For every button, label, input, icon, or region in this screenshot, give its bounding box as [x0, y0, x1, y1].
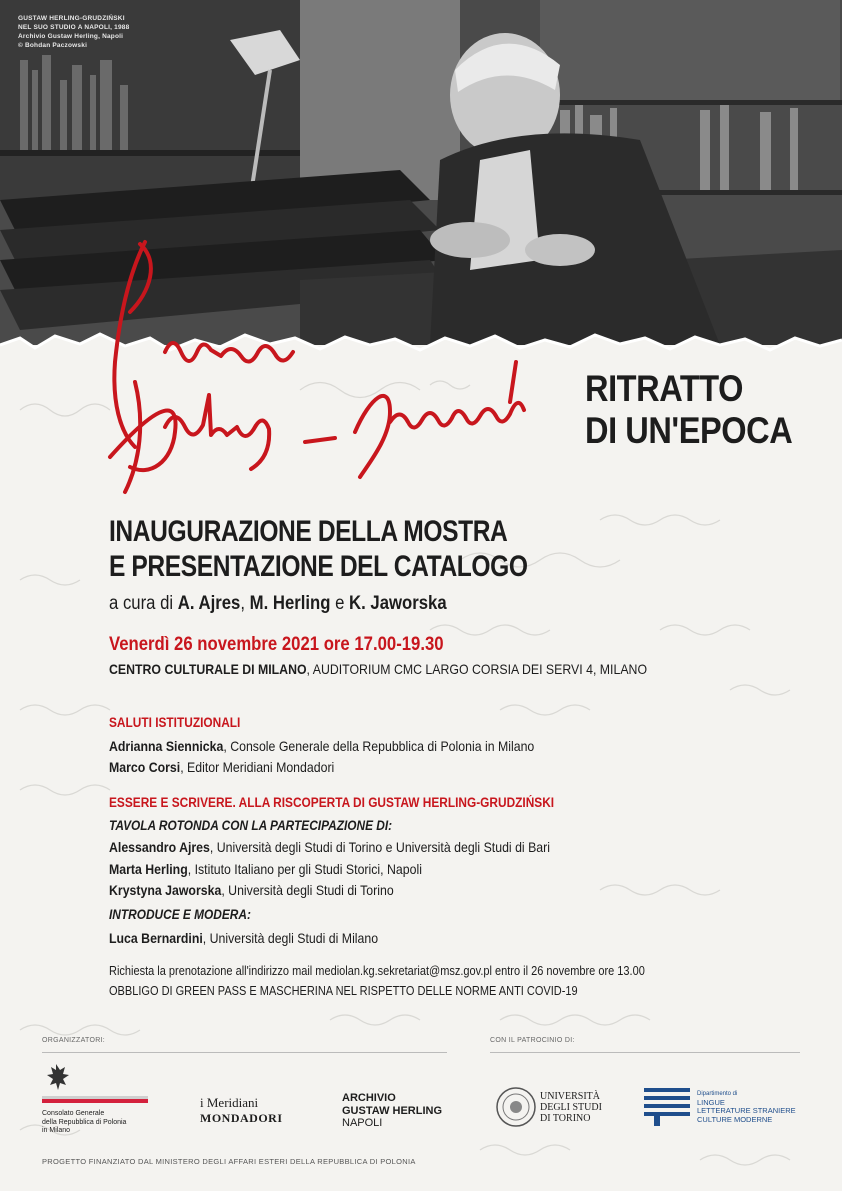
- logo-line: CULTURE MODERNE: [697, 1114, 773, 1124]
- logo-line: DI TORINO: [540, 1113, 591, 1124]
- credit-line: NEL SUO STUDIO A NAPOLI, 1988: [18, 24, 130, 31]
- logo-line: MONDADORI: [200, 1111, 283, 1125]
- unito-seal-icon: [495, 1086, 537, 1128]
- logo-line: NAPOLI: [342, 1117, 383, 1129]
- credit-line: Archivio Gustaw Herling, Napoli: [18, 33, 124, 40]
- logo-line: LETTERATURE STRANIERE: [697, 1106, 796, 1115]
- logo-line: LINGUE: [697, 1097, 725, 1107]
- tavola-subtitle: TAVOLA ROTONDA CON LA PARTECIPAZIONE DI:: [109, 818, 393, 833]
- title-line: RITRATTO: [585, 368, 744, 409]
- curator-name: M. Herling: [249, 593, 331, 614]
- logo-line: Dipartimento di: [697, 1091, 738, 1097]
- moderator-label: INTRODUCE E MODERA:: [109, 907, 251, 922]
- speaker-line: [109, 861, 422, 877]
- credit-line: GUSTAW HERLING-GRUDZIŃSKI: [18, 15, 125, 22]
- venue-name: CENTRO CULTURALE DI MILANO: [109, 661, 307, 677]
- tavola-title: ESSERE E SCRIVERE. ALLA RISCOPERTA DI GUSTAW HERLING-GRUDZIŃSKI: [109, 795, 555, 810]
- patronage-rule: [490, 1052, 800, 1053]
- speaker-role: , Istituto Italiano per gli Studi Storici, Napoli: [187, 861, 422, 877]
- title-line: DI UN'EPOCA: [585, 410, 793, 451]
- meridiani-logo: [200, 1095, 283, 1126]
- logo-line: i Meridiani: [200, 1095, 259, 1110]
- logo-line: in Milano: [42, 1127, 71, 1134]
- curator-name: K. Jaworska: [349, 593, 447, 614]
- moderator-name: Luca Bernardini: [109, 930, 203, 946]
- speaker-line: [109, 738, 534, 754]
- speaker-role: , Console Generale della Repubblica di Polonia in Milano: [223, 738, 535, 754]
- logo-line: GUSTAW HERLING: [342, 1104, 443, 1117]
- funding-note: PROGETTO FINANZIATO DAL MINISTERO DEGLI AFFARI ESTERI DELLA REPUBBLICA DI POLONIA: [42, 1157, 416, 1166]
- polish-eagle-logo: [42, 1062, 152, 1112]
- logo-line: UNIVERSITÀ: [540, 1091, 600, 1102]
- logo-line: della Repubblica di Polonia: [42, 1118, 127, 1126]
- speaker-name: Marco Corsi: [109, 759, 181, 775]
- speaker-line: [109, 882, 394, 898]
- speaker-name: Krystyna Jaworska: [109, 882, 222, 898]
- patronage-label: CON IL PATROCINIO DI:: [490, 1037, 575, 1044]
- organizers-rule: [42, 1052, 447, 1053]
- curators-line: [109, 593, 447, 615]
- moderator-line: [109, 930, 378, 946]
- covid-note: OBBLIGO DI GREEN PASS E MASCHERINA NEL RISPETTO DELLE NORME ANTI COVID-19: [109, 984, 578, 998]
- heading-line: E PRESENTAZIONE DEL CATALOGO: [109, 550, 528, 583]
- event-venue: [109, 661, 647, 677]
- logo-line: Consolato Generale: [42, 1110, 105, 1117]
- separator: ,: [240, 593, 250, 614]
- speaker-role: , Editor Meridiani Mondadori: [180, 759, 335, 775]
- consolato-logo-text: [42, 1110, 126, 1136]
- speaker-role: , Università degli Studi di Torino: [221, 882, 394, 898]
- speaker-role: , Università degli Studi di Torino e Università degli Studi di Bari: [209, 839, 551, 855]
- logo-line: DEGLI STUDI: [540, 1102, 602, 1113]
- dipartimento-logo-icon: [644, 1088, 692, 1128]
- archivio-logo: [342, 1092, 442, 1130]
- main-heading: [109, 514, 528, 584]
- event-date: Venerdì 26 novembre 2021 ore 17.00-19.30: [109, 634, 444, 655]
- speaker-line: [109, 839, 550, 855]
- speaker-name: Marta Herling: [109, 861, 188, 877]
- reservation-note: Richiesta la prenotazione all'indirizzo mail mediolan.kg.sekretariat@msz.gov.pl entro il 26 novembre ore 13.00: [109, 964, 645, 978]
- curator-name: A. Ajres: [177, 593, 241, 614]
- credit-line: © Bohdan Paczowski: [18, 42, 88, 49]
- dipartimento-logo-text: [697, 1090, 796, 1124]
- speaker-name: Alessandro Ajres: [109, 839, 210, 855]
- speaker-name: Adrianna Siennicka: [109, 738, 224, 754]
- exhibition-title: [585, 368, 792, 452]
- unito-logo-text: [540, 1091, 602, 1124]
- logo-line: ARCHIVIO: [342, 1092, 396, 1104]
- venue-address: , AUDITORIUM CMC LARGO CORSIA DEI SERVI 4, MILANO: [306, 661, 648, 677]
- photo-credit: [18, 14, 129, 50]
- heading-line: INAUGURAZIONE DELLA MOSTRA: [109, 515, 508, 548]
- signature-graphic: [90, 232, 570, 502]
- saluti-title: SALUTI ISTITUZIONALI: [109, 715, 241, 730]
- curators-prefix: a cura di: [109, 593, 178, 614]
- organizers-label: ORGANIZZATORI:: [42, 1037, 106, 1044]
- separator: e: [330, 593, 350, 614]
- speaker-line: [109, 759, 334, 775]
- moderator-role: , Università degli Studi di Milano: [202, 930, 379, 946]
